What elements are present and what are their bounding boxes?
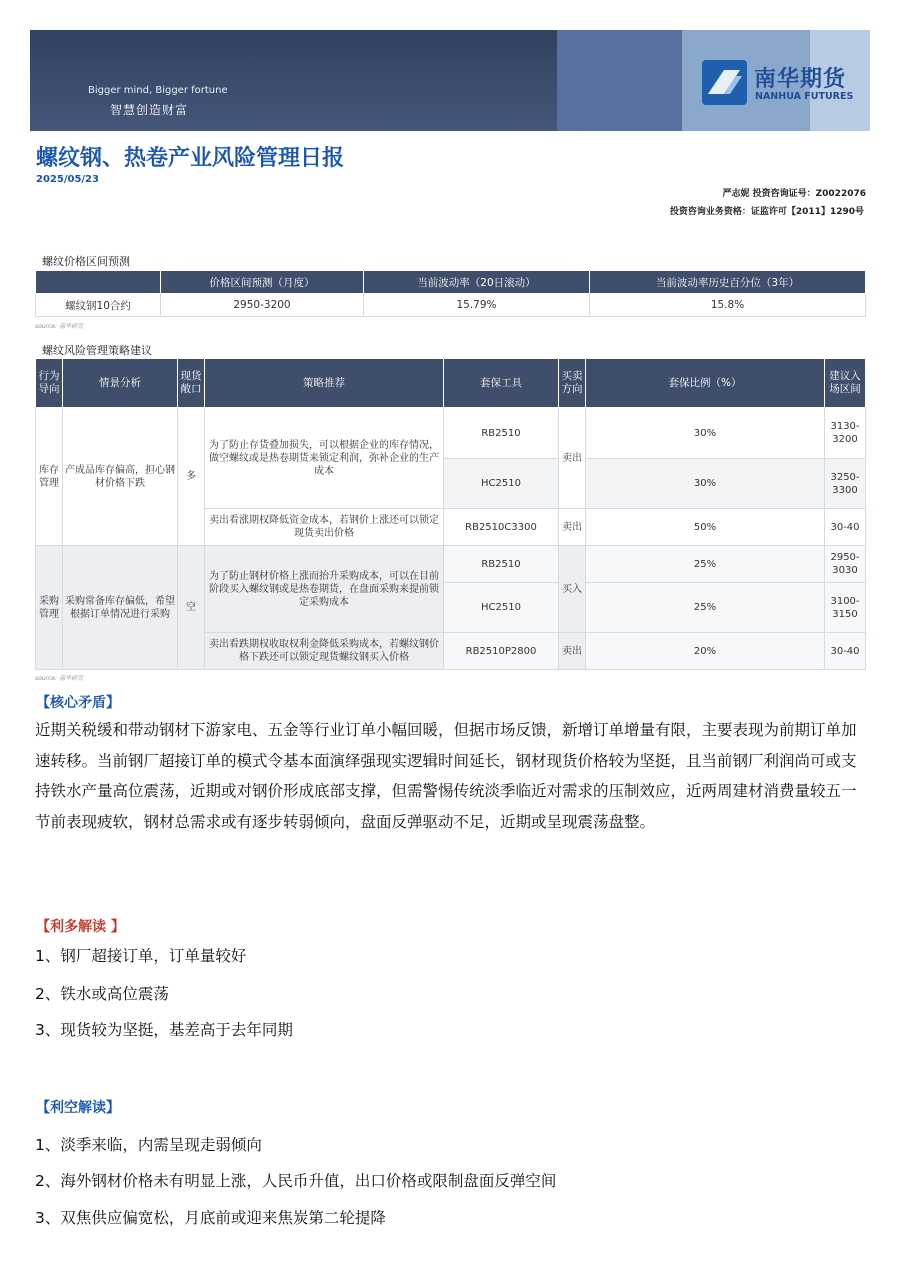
bearish-item: 2、海外钢材价格未有明显上涨，人民币升值，出口价格或限制盘面反弹空间 xyxy=(35,1172,557,1190)
direction-cell: 卖出 xyxy=(559,408,586,509)
table-header-cell: 现货敞口 xyxy=(178,359,205,408)
license-info: 投资咨询业务资格：证监许可【2011】1290号 xyxy=(669,207,864,217)
hedge-ratio-cell: 25% xyxy=(586,546,825,583)
analyst-info: 严志妮 投资咨询证号：Z0022076 xyxy=(722,189,866,199)
report-title: 螺纹钢、热卷产业风险管理日报 xyxy=(36,146,345,171)
behavior-cell: 采购管理 xyxy=(36,546,63,670)
hedge-ratio-cell: 20% xyxy=(586,633,825,670)
hedge-tool-cell: HC2510 xyxy=(444,459,559,509)
exposure-cell: 多 xyxy=(178,408,205,546)
table-cell: 2950-3200 xyxy=(161,294,364,317)
table-header-cell: 建议入场区间 xyxy=(825,359,866,408)
strategy-table-label: 螺纹风险管理策略建议 xyxy=(42,344,152,357)
logo-icon xyxy=(702,60,747,105)
direction-cell: 买入 xyxy=(559,546,586,633)
bearish-item: 1、淡季来临，内需呈现走弱倾向 xyxy=(35,1136,262,1154)
scenario-cell: 采购常备库存偏低，希望根据订单情况进行采购 xyxy=(63,546,178,670)
bearish-item: 3、双焦供应偏宽松，月底前或迎来焦炭第二轮提降 xyxy=(35,1209,386,1227)
table-cell: 15.8% xyxy=(590,294,866,317)
bullish-item: 3、现货较为坚挺，基差高于去年同期 xyxy=(35,1021,293,1039)
hedge-tool-cell: RB2510 xyxy=(444,546,559,583)
bullish-item: 1、钢厂超接订单，订单量较好 xyxy=(35,947,247,965)
table-header-cell: 买卖方向 xyxy=(559,359,586,408)
core-heading: 【核心矛盾】 xyxy=(36,695,120,711)
tagline-cn: 智慧创造财富 xyxy=(110,103,189,117)
bearish-heading: 【利空解读】 xyxy=(36,1100,120,1116)
strategy-cell: 为了防止钢材价格上涨而抬升采购成本，可以在目前阶段买入螺纹钢或是热卷期货，在盘面采购来提前锁定采购成本 xyxy=(205,546,444,633)
table-header-cell: 套保比例（%） xyxy=(586,359,825,408)
price-forecast-table xyxy=(35,270,866,317)
table-header-cell: 行为导向 xyxy=(36,359,63,408)
table-row xyxy=(36,408,866,459)
header-banner xyxy=(30,30,870,131)
hedge-ratio-cell: 30% xyxy=(586,408,825,459)
table-row xyxy=(36,546,866,583)
hedge-tool-cell: RB2510P2800 xyxy=(444,633,559,670)
table-row xyxy=(36,294,866,317)
hedge-tool-cell: HC2510 xyxy=(444,583,559,633)
strategy-cell: 为了防止存货叠加损失，可以根据企业的库存情况，做空螺纹或是热卷期货来锁定利润，弥补企业的生产成本 xyxy=(205,408,444,509)
table-header-cell xyxy=(36,271,161,294)
hedge-tool-cell: RB2510C3300 xyxy=(444,509,559,546)
core-paragraph: 近期关税缓和带动钢材下游家电、五金等行业订单小幅回暖，但据市场反馈，新增订单增量有限，主要表现为前期订单加速转移。当前钢厂超接订单的模式令基本面演绎强现实逻辑时间延长，钢材现货价格较为坚挺，且当前钢厂利润尚可或支持铁水产量高位震荡，近期或对钢价形成底部支撑，但需警惕传统淡季临近对需求的压制效应，近两周建材消费量较五一节前表现疲软，钢材总需求或有逐步转弱倾向，盘面反弹驱动不足，近期或呈现震荡盘整。 xyxy=(35,721,857,831)
entry-range-cell: 3250-3300 xyxy=(825,459,866,509)
direction-cell: 卖出 xyxy=(559,509,586,546)
logo-name-cn: 南华期货 xyxy=(754,67,847,92)
bullish-heading: 【利多解读 】 xyxy=(36,919,125,935)
logo-name-en: NANHUA FUTURES xyxy=(755,91,854,102)
table-cell: 螺纹钢10合约 xyxy=(36,294,161,317)
table-header-cell: 价格区间预测（月度） xyxy=(161,271,364,294)
company-logo xyxy=(702,58,867,108)
hedge-ratio-cell: 50% xyxy=(586,509,825,546)
strategy-cell: 卖出看涨期权降低资金成本，若钢价上涨还可以锁定现货卖出价格 xyxy=(205,509,444,546)
banner-band xyxy=(557,30,682,131)
entry-range-cell: 3100-3150 xyxy=(825,583,866,633)
report-date: 2025/05/23 xyxy=(36,174,99,185)
entry-range-cell: 2950-3030 xyxy=(825,546,866,583)
behavior-cell: 库存管理 xyxy=(36,408,63,546)
source-note: source: 南华研究 xyxy=(35,675,83,682)
tagline-en: Bigger mind, Bigger fortune xyxy=(88,85,228,96)
strategy-cell: 卖出看跌期权收取权利金降低采购成本，若螺纹钢价格下跌还可以锁定现货螺纹钢买入价格 xyxy=(205,633,444,670)
table-header-cell: 情景分析 xyxy=(63,359,178,408)
hedge-ratio-cell: 30% xyxy=(586,459,825,509)
entry-range-cell: 3130-3200 xyxy=(825,408,866,459)
entry-range-cell: 30-40 xyxy=(825,509,866,546)
entry-range-cell: 30-40 xyxy=(825,633,866,670)
table-header-row xyxy=(36,359,866,408)
table-cell: 15.79% xyxy=(364,294,590,317)
exposure-cell: 空 xyxy=(178,546,205,670)
hedge-ratio-cell: 25% xyxy=(586,583,825,633)
table-header-cell: 套保工具 xyxy=(444,359,559,408)
table-header-cell: 策略推荐 xyxy=(205,359,444,408)
price-table-label: 螺纹价格区间预测 xyxy=(42,255,130,268)
table-header-row xyxy=(36,271,866,294)
hedge-tool-cell: RB2510 xyxy=(444,408,559,459)
scenario-cell: 产成品库存偏高，担心钢材价格下跌 xyxy=(63,408,178,546)
table-header-cell: 当前波动率（20日滚动） xyxy=(364,271,590,294)
direction-cell: 卖出 xyxy=(559,633,586,670)
source-note: source: 南华研究 xyxy=(35,323,83,330)
bullish-item: 2、铁水或高位震荡 xyxy=(35,985,169,1003)
strategy-table xyxy=(35,358,866,670)
table-header-cell: 当前波动率历史百分位（3年） xyxy=(590,271,866,294)
